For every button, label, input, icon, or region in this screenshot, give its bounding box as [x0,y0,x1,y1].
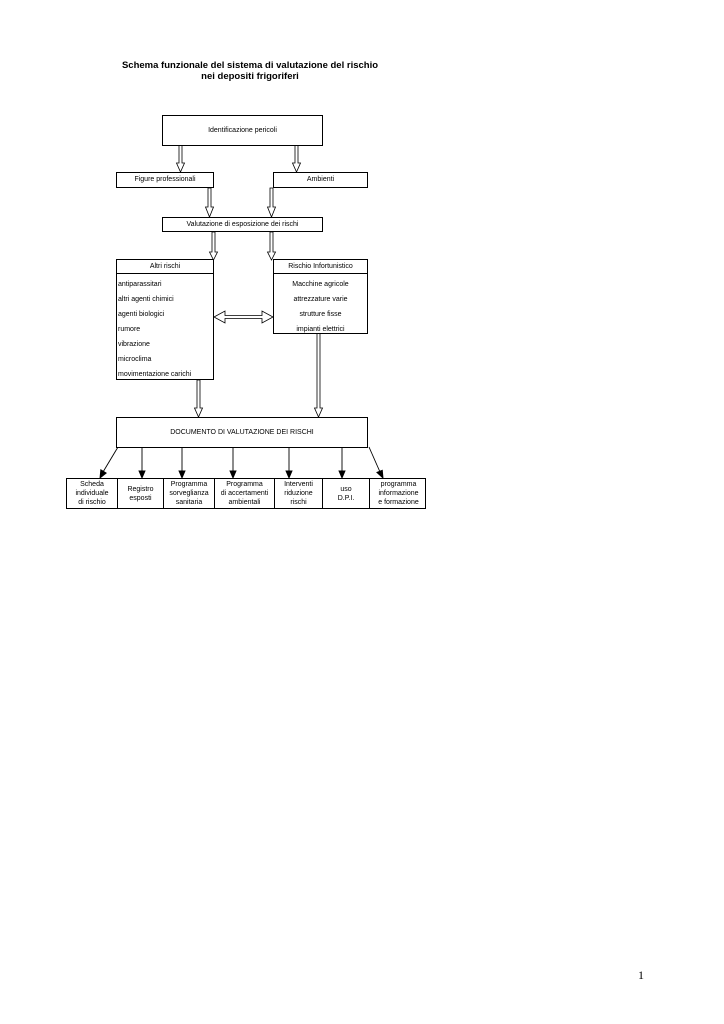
altri-rischi-item: altri agenti chimici [118,296,174,303]
node-ambienti: Ambienti [273,172,368,188]
double-arrow-risks [214,311,273,323]
altri-rischi-item: microclima [118,356,152,363]
arrow-altri-to-documento [195,380,203,417]
arrow-ident-to-figure [177,145,185,172]
arrow-ambienti-to-valutazione [268,188,276,217]
output-interventi-riduzione: Interventi riduzione rischi [275,479,323,508]
node-valutazione-esposizione: Valutazione di esposizione dei rischi [162,217,323,232]
altri-rischi-item: agenti biologici [118,311,165,318]
diagram-title-line2: nei depositi frigoriferi [201,71,299,82]
arrow-valutazione-to-infortunistico [268,232,276,260]
page-number: 1 [638,968,644,982]
output-row [66,478,426,509]
node-identificazione-pericoli: Identificazione pericoli [162,115,323,146]
altri-rischi-header: Altri rischi [117,260,213,274]
arrow-infortunistico-to-documento [315,333,323,417]
arrow-figure-to-valutazione [206,188,214,217]
altri-rischi-item: movimentazione carichi [118,371,192,378]
rischio-infortunistico-item: impianti elettrici [296,326,345,333]
rischio-infortunistico-item: attrezzature varie [293,296,348,303]
node-altri-rischi [116,259,214,380]
rischio-infortunistico-header: Rischio Infortunistico [274,260,367,274]
output-uso-dpi: uso D.P.I. [323,479,370,508]
output-scheda-individuale: Scheda individuale di rischio [67,479,118,508]
altri-rischi-item: vibrazione [118,341,150,348]
output-programma-accertamenti: Programma di accertamenti ambientali [215,479,275,508]
node-documento-valutazione: DOCUMENTO DI VALUTAZIONE DEI RISCHI [116,417,368,448]
diagram-title-line1: Schema funzionale del sistema di valutazione del rischio [121,60,379,71]
rischio-infortunistico-item: Macchine agricole [292,281,349,288]
arrow-ident-to-ambienti [293,145,301,172]
altri-rischi-item: rumore [118,326,141,333]
output-programma-informazione: programma informazione e formazione [378,481,419,506]
rischio-infortunistico-item: strutture fisse [299,311,342,318]
node-figure-professionali: Figure professionali [116,172,214,188]
altri-rischi-item: antiparassitari [118,281,162,288]
output-programma-sorveglianza: Programma sorveglianza sanitaria [164,479,215,508]
arrow-valutazione-to-altri [210,232,218,260]
node-rischio-infortunistico [273,259,368,334]
output-registro-esposti: Registro esposti [118,479,164,508]
